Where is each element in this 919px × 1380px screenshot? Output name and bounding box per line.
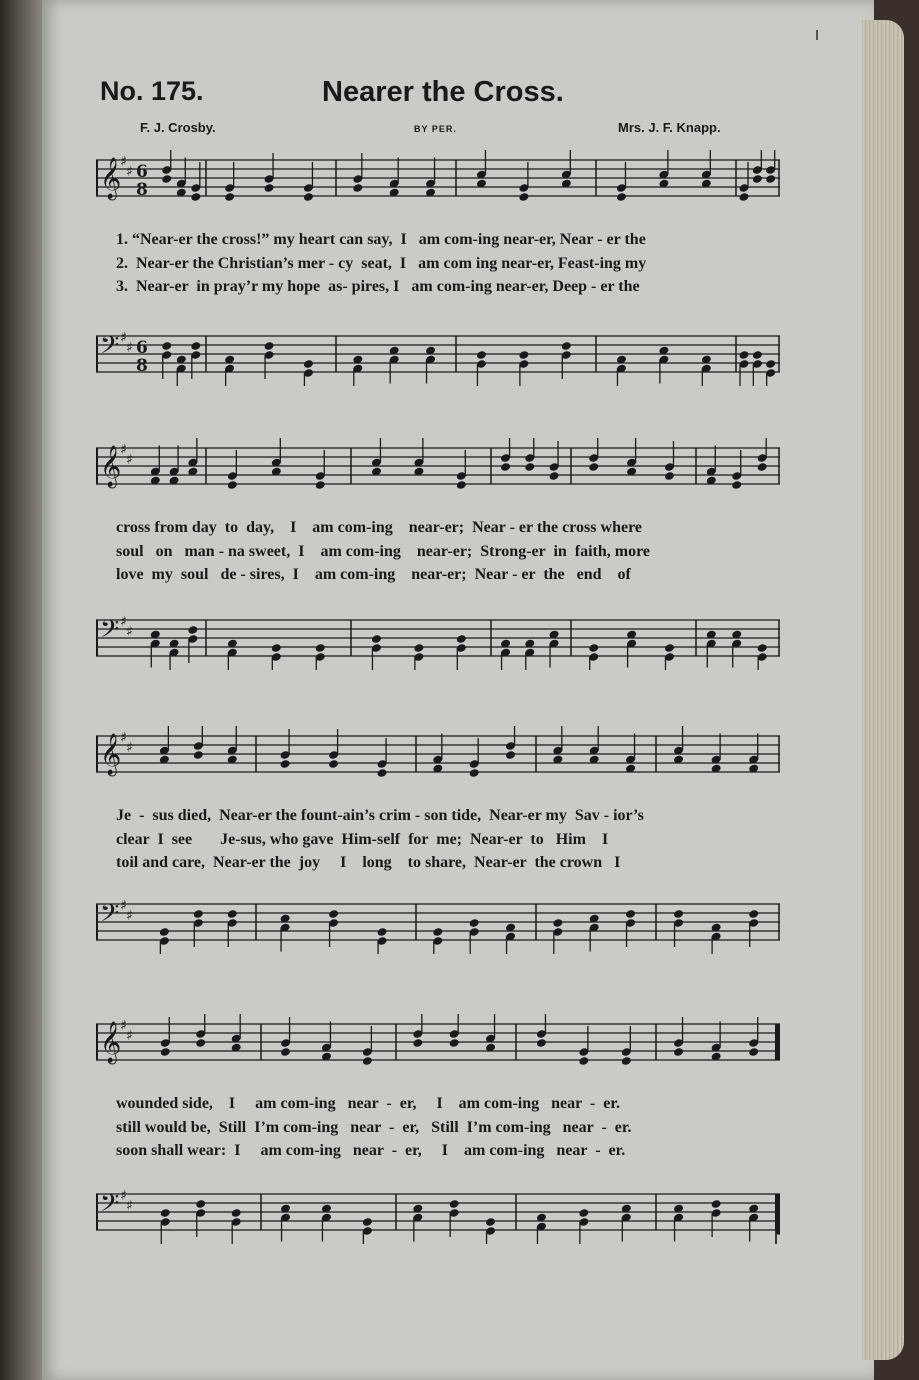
note-head — [303, 359, 314, 369]
treble-clef-icon: 𝄞 — [100, 158, 122, 199]
lyric-verse-2: still would be, Still I’m com-ing near - er, Still I’m com-ing near - er. — [116, 1118, 632, 1136]
note-head — [377, 768, 388, 778]
sharp-icon: ♯ — [120, 442, 127, 458]
note-head — [616, 192, 627, 202]
time-signature-top: 6 — [136, 162, 148, 182]
note-head — [231, 1208, 242, 1218]
treble-clef-icon: 𝄞 — [100, 1022, 122, 1063]
note-head — [621, 1056, 632, 1066]
note-head — [731, 480, 742, 490]
note-head — [552, 918, 563, 928]
note-head — [160, 1047, 171, 1057]
hymn-credits — [140, 120, 760, 140]
note-head — [190, 341, 201, 351]
lyric-verse-2: clear I see Je-sus, who gave Him-self for me; Near-er to Him I — [116, 830, 609, 848]
note-head — [752, 350, 763, 360]
sharp-icon: ♯ — [120, 898, 127, 914]
lyric-verse-1: Je - sus died, Near-er the fount-ain’s crim - son tide, Near-er my Sav - ior’s — [116, 807, 644, 824]
treble-staff-4 — [96, 1014, 780, 1074]
note-head — [518, 350, 529, 360]
bass-clef-icon: 𝄢 — [100, 899, 120, 934]
treble-clef-icon: 𝄞 — [100, 446, 122, 487]
note-head — [673, 909, 684, 919]
lyric-verse-2: 2. Near-er the Christian’s mer - cy seat, I am com ing near-er, Feast-ing my — [116, 254, 647, 272]
note-head — [362, 1056, 373, 1066]
bass-clef-icon: 𝄢 — [100, 1189, 120, 1224]
note-head — [469, 918, 480, 928]
lyric-verse-3: 3. Near-er in pray’r my hope as- pires, I am com-ing near-er, Deep - er the — [116, 278, 640, 295]
sharp-icon: ♯ — [126, 624, 133, 640]
treble-staff-3 — [96, 726, 780, 786]
sharp-icon: ♯ — [120, 614, 127, 630]
note-head — [263, 183, 274, 193]
note-head — [328, 909, 339, 919]
note-head — [280, 1047, 291, 1057]
note-head — [578, 1208, 589, 1218]
music-system-3 — [96, 726, 780, 966]
note-head — [456, 480, 467, 490]
note-head — [524, 462, 535, 472]
note-head — [315, 643, 326, 653]
music-system-1 — [96, 150, 780, 390]
note-head — [765, 359, 776, 369]
note-head — [224, 192, 235, 202]
lyrics-block-4 — [116, 1092, 786, 1163]
lyrics-block-3 — [116, 804, 786, 875]
note-head — [748, 909, 759, 919]
note-head — [449, 1199, 460, 1209]
bass-staff-2 — [96, 610, 780, 670]
note-head — [187, 625, 198, 635]
note-head — [195, 1199, 206, 1209]
music-system-4 — [96, 1014, 780, 1254]
note-head — [263, 341, 274, 351]
note-head — [159, 927, 170, 937]
lyricist-credit: F. J. Crosby. — [140, 120, 216, 135]
note-head — [673, 1047, 684, 1057]
lyric-verse-3: toil and care, Near-er the joy I long to share, Near-er the crown I — [116, 854, 621, 871]
lyric-verse-2: soul on man - na sweet, I am com-ing near-er; Strong-er in faith, more — [116, 542, 651, 560]
sharp-icon: ♯ — [126, 164, 133, 180]
sharp-icon: ♯ — [120, 330, 127, 346]
note-head — [588, 643, 599, 653]
note-head — [449, 1038, 460, 1048]
bass-staff-1 — [96, 326, 780, 386]
note-head — [193, 750, 204, 760]
note-head — [227, 909, 238, 919]
sharp-icon: ♯ — [126, 908, 133, 924]
note-head — [485, 1217, 496, 1227]
note-head — [664, 471, 675, 481]
note-head — [303, 192, 314, 202]
permission-note: BY PER. — [414, 124, 457, 134]
note-head — [476, 350, 487, 360]
note-head — [561, 341, 572, 351]
treble-staff-2 — [96, 438, 780, 498]
note-head — [765, 174, 776, 184]
note-head — [412, 1038, 423, 1048]
sharp-icon: ♯ — [120, 730, 127, 746]
note-head — [193, 909, 204, 919]
treble-staff-1 — [96, 150, 780, 210]
note-head — [469, 768, 480, 778]
time-signature-bottom: 8 — [136, 356, 148, 376]
note-head — [748, 1047, 759, 1057]
note-head — [578, 1056, 589, 1066]
note-head — [328, 759, 339, 769]
note-head — [664, 643, 675, 653]
lyric-verse-3: love my soul de - sires, I am com-ing near-er; Near - er the end of — [116, 566, 631, 583]
lyric-verse-3: soon shall wear: I am com-ing near - er, I am com-ing near - er. — [116, 1142, 626, 1159]
note-head — [280, 759, 291, 769]
sharp-icon: ♯ — [126, 452, 133, 468]
treble-clef-icon: 𝄞 — [100, 734, 122, 775]
bass-clef-icon: 𝄢 — [100, 331, 120, 366]
note-head — [227, 480, 238, 490]
note-head — [536, 1038, 547, 1048]
note-head — [588, 462, 599, 472]
lyric-verse-1: wounded side, I am com-ing near - er, I am com-ing near - er. — [116, 1095, 620, 1112]
note-head — [377, 927, 388, 937]
note-head — [432, 927, 443, 937]
note-head — [711, 1199, 722, 1209]
sharp-icon: ♯ — [120, 1018, 127, 1034]
note-head — [548, 471, 559, 481]
time-signature-top: 6 — [136, 338, 148, 358]
hymn-header — [100, 76, 760, 116]
facing-page-edge — [0, 0, 42, 1380]
note-head — [738, 192, 749, 202]
note-head — [456, 634, 467, 644]
note-head — [500, 462, 511, 472]
bass-staff-3 — [96, 894, 780, 954]
note-head — [625, 909, 636, 919]
note-head — [161, 174, 172, 184]
note-head — [371, 634, 382, 644]
sharp-icon: ♯ — [126, 740, 133, 756]
sharp-icon: ♯ — [126, 1198, 133, 1214]
book-page-edges — [862, 20, 904, 1360]
note-head — [752, 174, 763, 184]
note-head — [195, 1038, 206, 1048]
note-head — [413, 643, 424, 653]
hymn-title: Nearer the Cross. — [322, 76, 564, 108]
bass-clef-icon: 𝄢 — [100, 615, 120, 650]
lyrics-block-1 — [116, 228, 786, 299]
sharp-icon: ♯ — [126, 340, 133, 356]
note-head — [352, 183, 363, 193]
music-system-2 — [96, 438, 780, 678]
composer-credit: Mrs. J. F. Knapp. — [618, 120, 721, 135]
lyric-verse-1: 1. “Near-er the cross!” my heart can say, I am com-ing near-er, Near - er the — [116, 231, 646, 248]
sharp-icon: ♯ — [126, 1028, 133, 1044]
lyric-verse-1: cross from day to day, I am com-ing near-er; Near - er the cross where — [116, 519, 642, 536]
page-mark — [816, 30, 818, 40]
note-head — [160, 1208, 171, 1218]
note-head — [362, 1217, 373, 1227]
time-signature-bottom: 8 — [136, 180, 148, 200]
note-head — [757, 462, 768, 472]
note-head — [505, 750, 516, 760]
note-head — [190, 192, 201, 202]
note-head — [315, 480, 326, 490]
note-head — [757, 643, 768, 653]
note-head — [271, 643, 282, 653]
sharp-icon: ♯ — [120, 1188, 127, 1204]
sharp-icon: ♯ — [120, 154, 127, 170]
note-head — [518, 192, 529, 202]
bass-staff-4 — [96, 1184, 780, 1244]
lyrics-block-2 — [116, 516, 786, 587]
note-head — [161, 341, 172, 351]
note-head — [738, 350, 749, 360]
hymn-number: No. 175. — [100, 76, 204, 106]
